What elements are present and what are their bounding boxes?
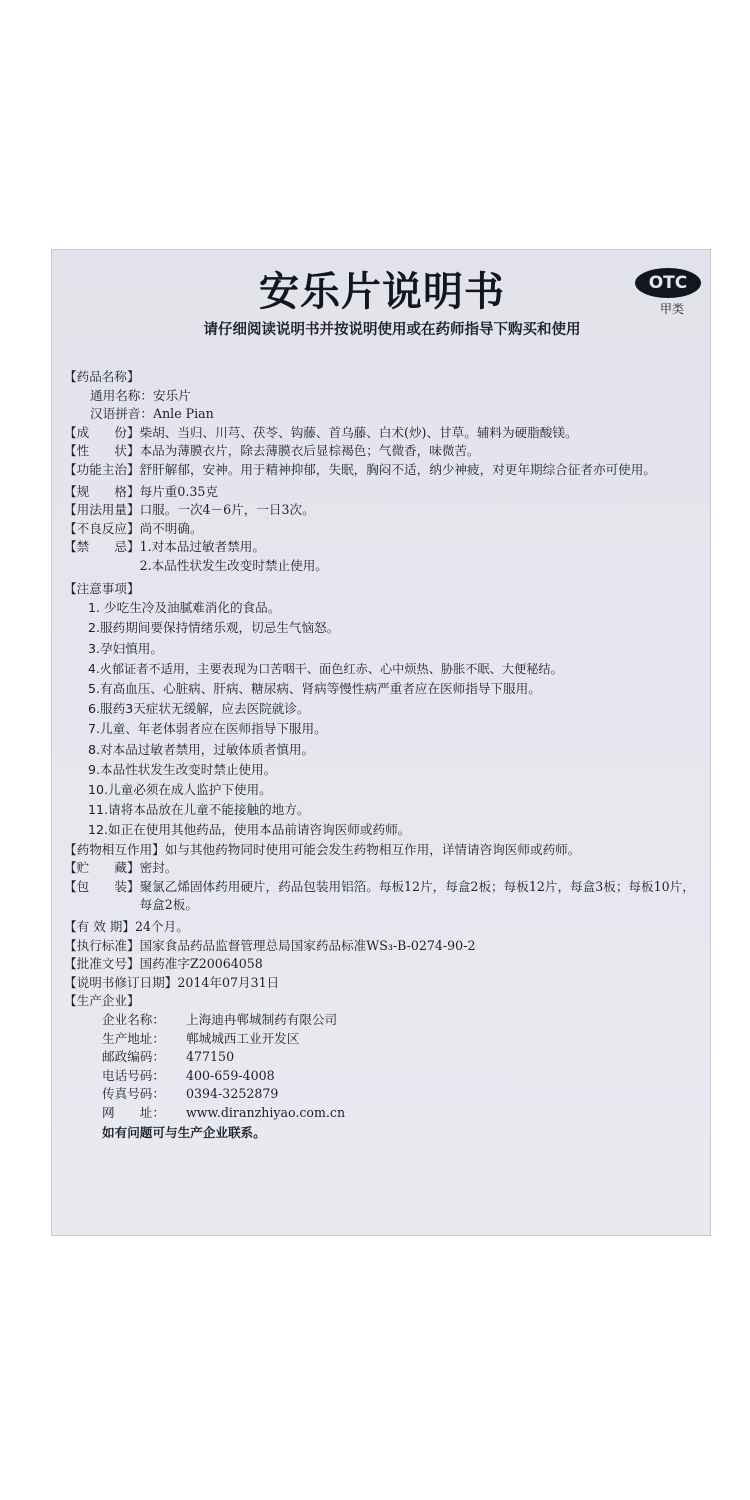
packaging-label: 【包 装】 — [64, 878, 140, 894]
interactions-row — [64, 841, 704, 860]
precaution-item: 11.请将本品放在儿童不能接触的地方。 — [88, 802, 310, 818]
description-row — [64, 442, 704, 461]
manufacturer-label: 【生产企业】 — [64, 993, 140, 1009]
approval-label: 【批准文号】 — [64, 956, 140, 972]
indications-value: 舒肝解郁，安神。用于精神抑郁，失眠，胸闷不适，纳少神疲，对更年期综合征者亦可使用。 — [139, 461, 656, 477]
validity-row — [64, 918, 704, 937]
contraindication-item: 1.对本品过敏者禁用。 — [139, 539, 265, 555]
generic-name-value: 安乐片 — [152, 387, 191, 403]
precautions-section — [64, 580, 704, 841]
precaution-item: 9.本品性状发生改变时禁止使用。 — [88, 761, 277, 777]
precaution-item: 6.服药3天症状无缓解，应去医院就诊。 — [88, 701, 310, 717]
pinyin-label: 汉语拼音： — [90, 406, 153, 422]
pinyin-value: Anle Pian — [152, 406, 214, 422]
specification-row — [64, 483, 704, 502]
fax-value: 0394-3252879 — [186, 1086, 279, 1102]
adverse-value: 尚不明确。 — [139, 520, 203, 536]
precaution-item: 2.服药期间要保持情绪乐观，切忌生气恼怒。 — [88, 620, 340, 636]
validity-label: 【有 效 期】 — [64, 918, 135, 934]
fax-row — [64, 1085, 704, 1104]
drug-name-heading — [64, 368, 704, 387]
ingredients-label: 【成 份】 — [64, 424, 140, 440]
leaflet-content — [64, 368, 704, 1143]
storage-value: 密封。 — [139, 860, 178, 876]
dosage-row — [64, 501, 704, 520]
precautions-label: 【注意事项】 — [64, 580, 140, 596]
otc-category: 甲类 — [659, 302, 684, 316]
address-label: 生产地址： — [102, 1030, 165, 1046]
website-value: www.diranzhiyao.com.cn — [186, 1104, 346, 1120]
drug-name-label: 【药品名称】 — [64, 369, 140, 384]
manufacturer-address-row — [64, 1030, 704, 1049]
standard-value: 国家食品药品监督管理总局国家药品标准WS₃-B-0274-90-2 — [139, 937, 476, 953]
validity-value: 24个月。 — [134, 918, 189, 934]
interactions-value: 如与其他药物同时使用可能会发生药物相互作用，详情请咨询医师或药师。 — [164, 841, 581, 857]
specification-label: 【规 格】 — [64, 483, 140, 499]
website-label: 网 址： — [102, 1104, 165, 1120]
precaution-item: 10.儿童必须在成人监护下使用。 — [88, 781, 272, 797]
approval-value: 国药准字Z20064058 — [139, 956, 263, 972]
revision-date-row — [64, 974, 704, 993]
contraindications-row-2 — [64, 557, 704, 576]
revision-label: 【说明书修订日期】 — [64, 974, 178, 990]
dosage-value: 口服。一次4－6片，一日3次。 — [139, 502, 315, 518]
adverse-label: 【不良反应】 — [64, 520, 140, 536]
otc-badge: OTC — [635, 268, 701, 298]
packaging-row — [64, 878, 704, 915]
postcode-value: 477150 — [186, 1049, 235, 1065]
interactions-label: 【药物相互作用】 — [64, 841, 165, 857]
manufacturer-name-label: 企业名称： — [102, 1011, 165, 1027]
ingredients-row — [64, 424, 704, 443]
precaution-item: 1. 少吃生冷及油腻难消化的食品。 — [88, 600, 281, 616]
fax-label: 传真号码： — [102, 1086, 165, 1102]
indications-row — [64, 461, 704, 480]
website-row — [64, 1104, 704, 1123]
indications-label: 【功能主治】 — [64, 461, 140, 477]
precaution-item: 3.孕妇慎用。 — [88, 640, 163, 656]
pinyin-row — [64, 405, 704, 424]
precaution-item: 7.儿童、年老体弱者应在医师指导下服用。 — [88, 721, 327, 737]
packaging-value: 聚氯乙烯固体药用硬片，药品包装用铝箔。每板12片，每盒2板；每板12片，每盒3板；每板10片，每盒2板。 — [139, 878, 695, 913]
document-title: 安乐片说明书 — [259, 269, 505, 315]
leaflet-sheet — [52, 250, 710, 1235]
precaution-item: 4.火郁证者不适用，主要表现为口苦咽干、面色红赤、心中烦热、胁胀不眠、大便秘结。 — [88, 661, 563, 676]
precaution-item: 12.如正在使用其他药品，使用本品前请咨询医师或药师。 — [88, 822, 411, 838]
usage-warning: 请仔细阅读说明书并按说明使用或在药师指导下购买和使用 — [203, 322, 581, 338]
standard-label: 【执行标准】 — [64, 937, 140, 953]
postcode-label: 邮政编码： — [102, 1049, 165, 1065]
approval-row — [64, 955, 704, 974]
contraindications-label: 【禁 忌】 — [64, 539, 140, 555]
precautions-heading — [64, 580, 704, 599]
precaution-item: 5.有高血压、心脏病、肝病、糖尿病、肾病等慢性病严重者应在医师指导下服用。 — [88, 680, 541, 696]
generic-name-row — [64, 387, 704, 406]
precaution-item: 8.对本品过敏者禁用，过敏体质者慎用。 — [88, 741, 315, 757]
manufacturer-name-row — [64, 1011, 704, 1030]
description-value: 本品为薄膜衣片，除去薄膜衣后显棕褐色；气微香，味微苦。 — [139, 443, 480, 459]
ingredients-value: 柴胡、当归、川芎、茯苓、钩藤、首乌藤、白术(炒)、甘草。辅料为硬脂酸镁。 — [139, 424, 578, 440]
address-value: 郸城城西工业开发区 — [186, 1030, 300, 1046]
manufacturer-name-value: 上海迪冉郸城制药有限公司 — [186, 1011, 338, 1027]
specification-value: 每片重0.35克 — [139, 483, 218, 499]
contraindications-row — [64, 538, 704, 557]
revision-value: 2014年07月31日 — [177, 974, 280, 990]
description-label: 【性 状】 — [64, 443, 140, 459]
storage-row — [64, 859, 704, 878]
standard-row — [64, 937, 704, 956]
dosage-label: 【用法用量】 — [64, 502, 140, 518]
phone-row — [64, 1067, 704, 1086]
adverse-reactions-row — [64, 520, 704, 539]
contact-note: 如有问题可与生产企业联系。 — [102, 1125, 266, 1141]
contraindication-item: 2.本品性状发生改变时禁止使用。 — [139, 557, 328, 573]
manufacturer-heading — [64, 992, 704, 1011]
phone-label: 电话号码： — [102, 1067, 165, 1083]
storage-label: 【贮 藏】 — [64, 860, 140, 876]
postcode-row — [64, 1048, 704, 1067]
generic-name-label: 通用名称： — [90, 387, 153, 403]
phone-value: 400-659-4008 — [186, 1067, 275, 1083]
